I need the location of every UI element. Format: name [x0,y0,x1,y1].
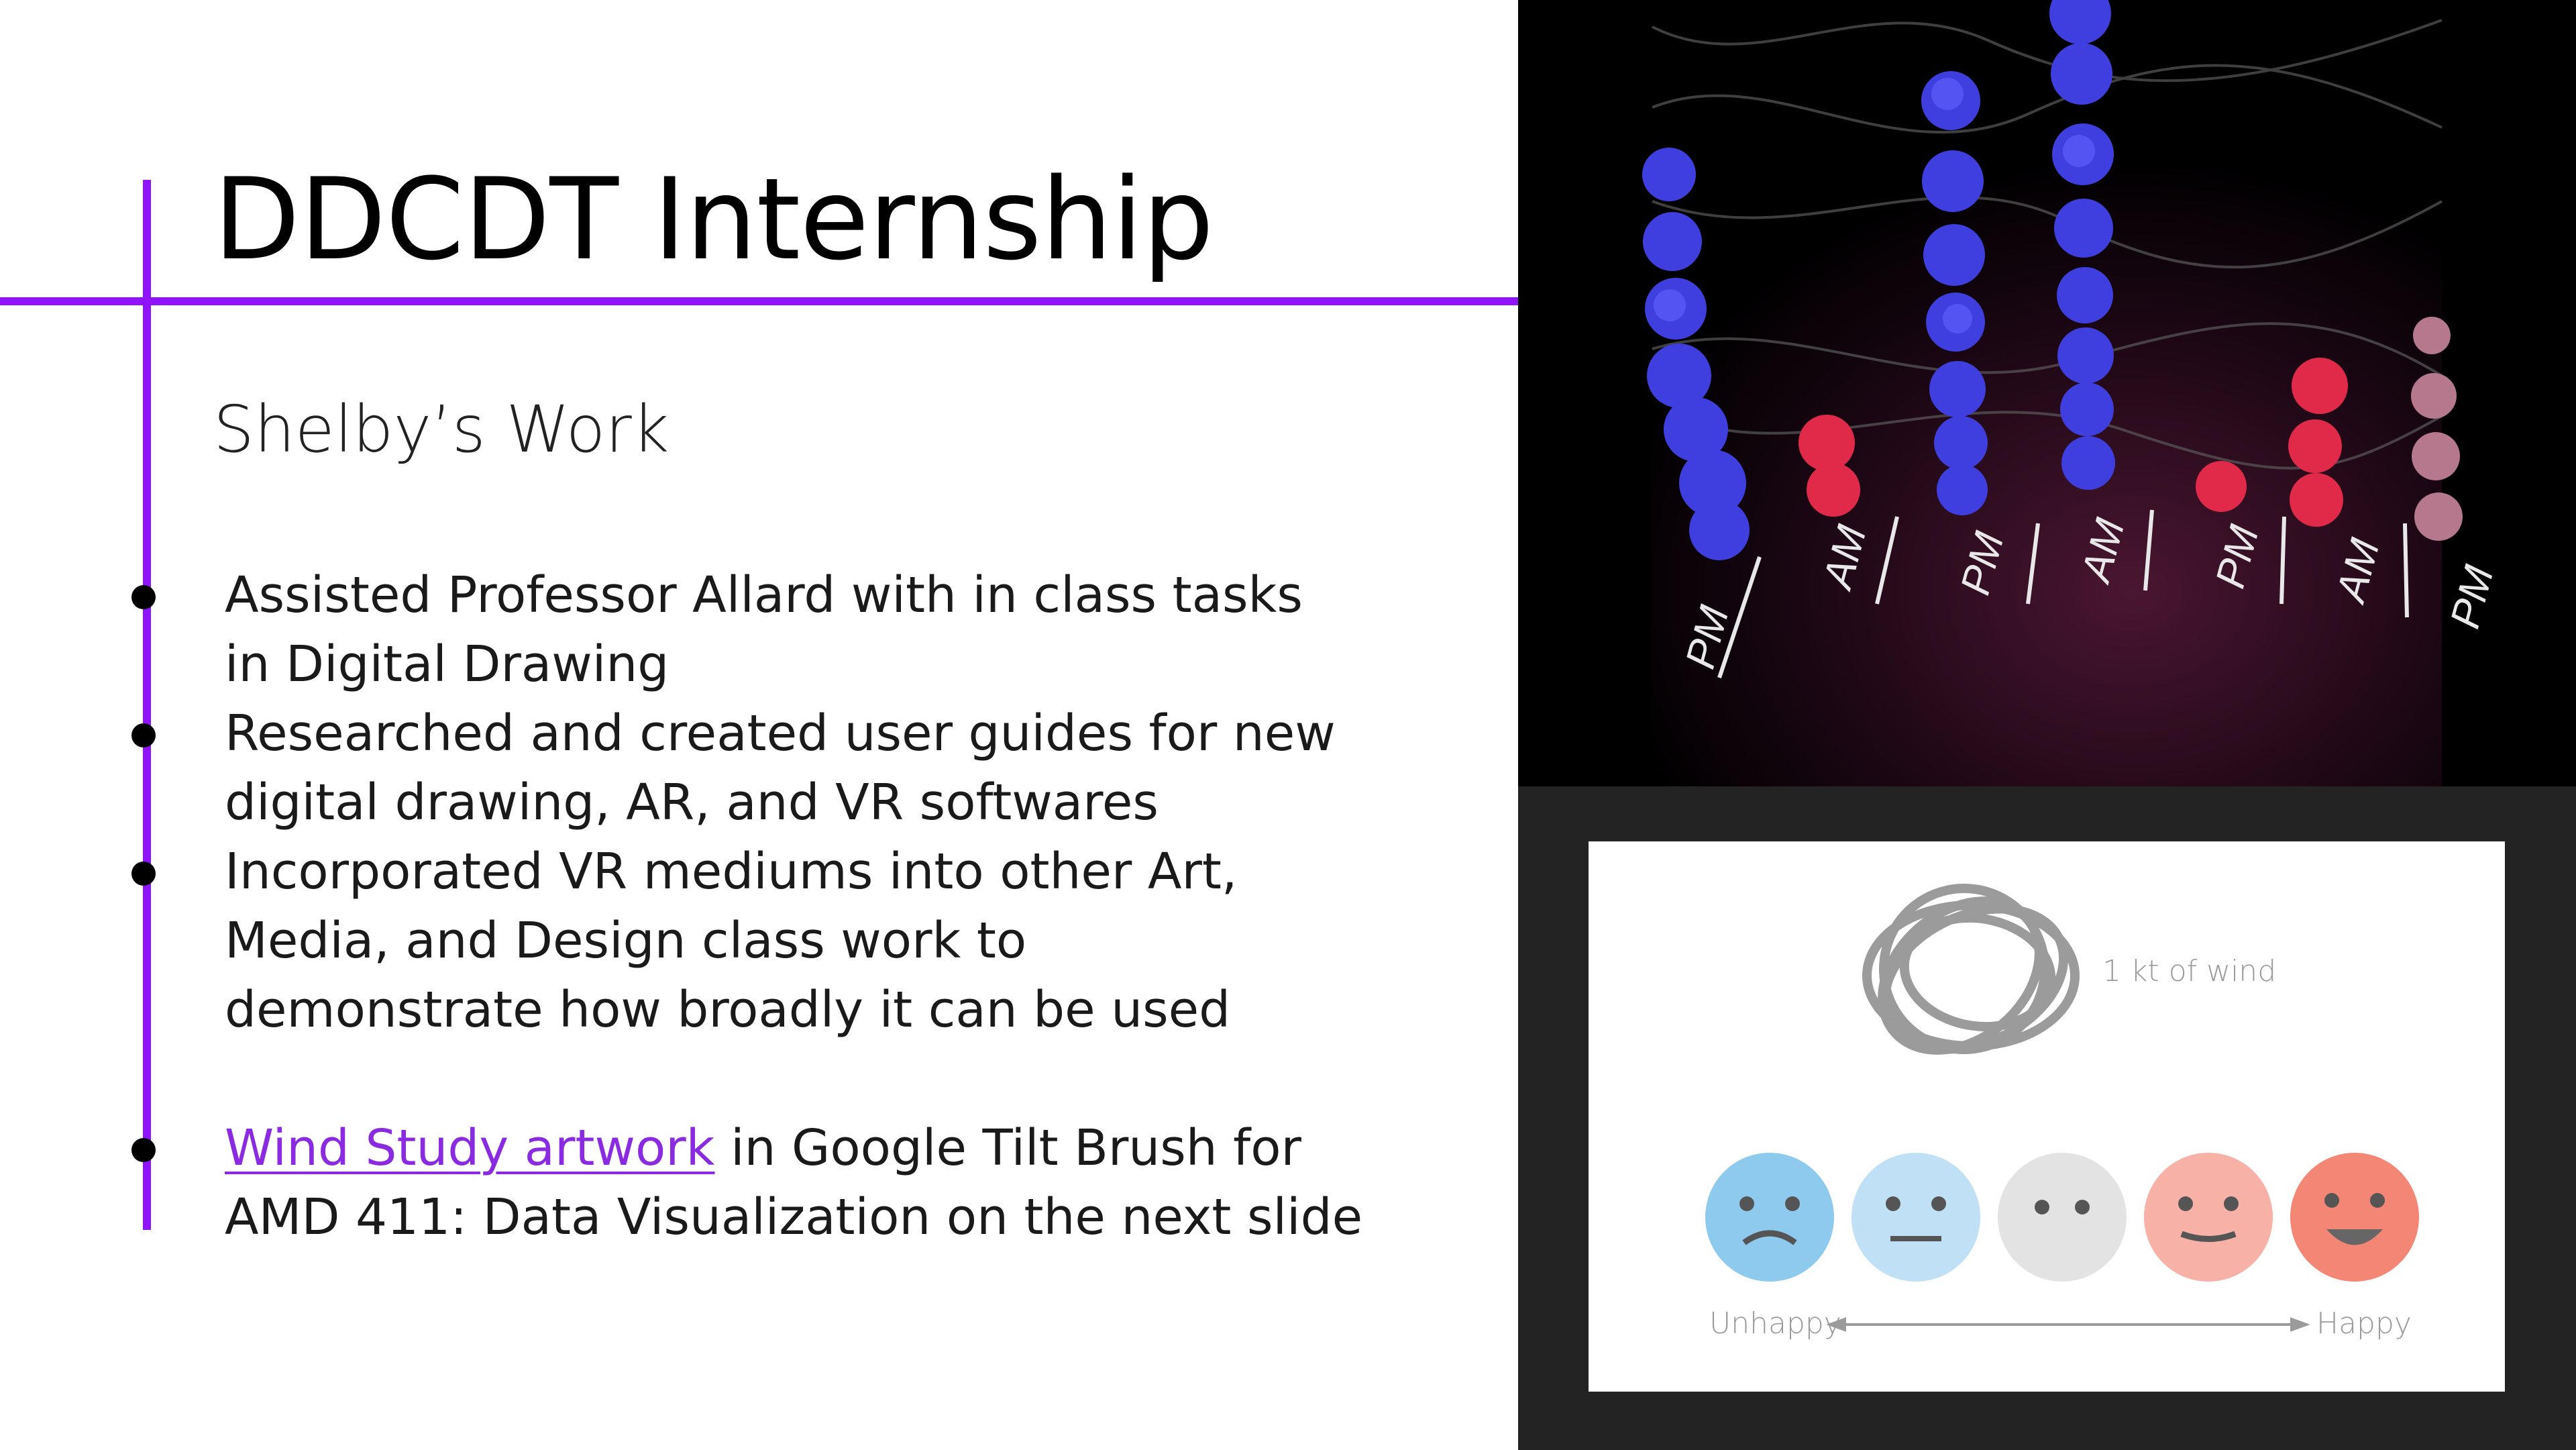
bullet-4-line-1 [225,1114,1301,1183]
bullet-4-line-2: AMD 411: Data Visualization on the next slide [225,1188,1363,1246]
slide-title: DDCDT Internship [213,154,1214,285]
bullet-3-line-1: Incorporated VR mediums into other Art, [225,843,1238,900]
face-slightly-happy-icon [2144,1153,2273,1282]
bullet-1-line-2: in Digital Drawing [225,635,669,693]
accent-vertical-line [143,180,151,1230]
scale-right-label: Happy [2316,1306,2412,1341]
bullet-3-line-3: demonstrate how broadly it can be used [225,981,1231,1039]
artwork-svg [1518,0,2576,786]
bullet-dot [131,1138,156,1162]
bullet-dot [131,862,156,886]
legend-image [1589,841,2505,1392]
label-am: AM [2072,513,2134,586]
face-slightly-unhappy-icon [1851,1153,1980,1282]
face-happy-icon [2290,1153,2419,1282]
wind-label: 1 kt of wind [2102,954,2277,988]
bullet-2-line-1: Researched and created user guides for new [225,705,1336,762]
label-am: AM [2327,533,2389,607]
scale-left-label: Unhappy [1709,1306,1841,1341]
wind-study-artwork-image [1518,0,2576,786]
accent-horizontal-line [0,297,1518,305]
face-neutral-icon [1998,1153,2127,1282]
wind-study-link[interactable]: Wind Study artwork [225,1119,715,1177]
bullet-3-line-2: Media, and Design class work to [225,912,1027,970]
label-pm: PM [2441,560,2503,633]
scale-arrow-icon [1830,1319,2306,1330]
label-pm: PM [1951,527,2013,600]
slide-subtitle: Shelby’s Work [213,392,669,467]
label-pm: PM [1676,601,1738,674]
face-unhappy-icon [1705,1153,1834,1282]
bullet-dot [131,723,156,747]
bullet-2-line-2: digital drawing, AR, and VR softwares [225,774,1159,831]
label-am: AM [1814,520,1876,593]
wind-scribble-icon [1853,859,2086,1080]
bullet-1-line-1: Assisted Professor Allard with in class tasks [225,566,1303,624]
label-pm: PM [2206,520,2268,593]
bullet-4-text: in Google Tilt Brush for [714,1119,1301,1177]
bullet-dot [131,585,156,609]
